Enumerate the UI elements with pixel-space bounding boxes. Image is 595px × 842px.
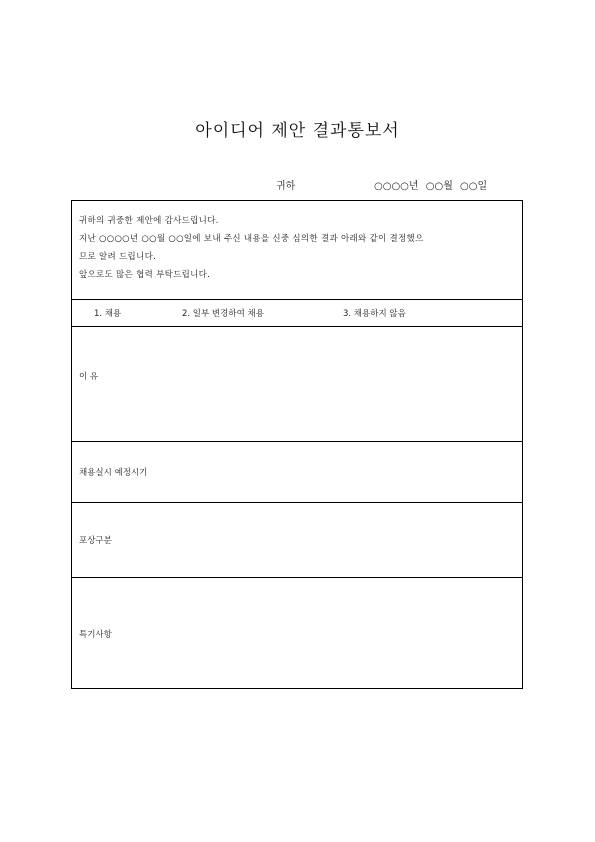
option-partial-adopt[interactable]: 2. 일부 변경하여 채용 [182, 309, 264, 319]
reward-label: 포상구분 [79, 536, 112, 546]
document-title: 아이디어 제안 결과통보서 [195, 121, 400, 141]
schedule-label: 채용실시 예정시기 [79, 468, 148, 478]
addressee-label: 귀하 [276, 181, 296, 192]
reason-field[interactable] [72, 326, 522, 441]
reason-label: 이 유 [79, 372, 99, 382]
intro-section [72, 201, 522, 299]
intro-line: 지난 ○○○○년 ○○월 ○○일에 보내 주신 내용을 신중 심의한 결과 아래와 같이 결정했으 [79, 234, 424, 244]
decision-options-row [72, 299, 522, 326]
reward-field[interactable] [72, 502, 522, 577]
intro-line: 귀하의 귀중한 제안에 감사드립니다. [79, 216, 219, 226]
result-form [71, 200, 523, 689]
notes-field[interactable] [72, 577, 522, 690]
schedule-field[interactable] [72, 441, 522, 502]
intro-line: 므로 알려 드립니다. [79, 252, 157, 262]
option-reject[interactable]: 3. 채용하지 않음 [343, 309, 406, 319]
option-adopt[interactable]: 1. 채용 [94, 309, 122, 319]
date-label: ○○○○년 ○○월 ○○일 [374, 181, 488, 192]
notes-label: 특기사항 [79, 630, 112, 640]
intro-line: 앞으로도 많은 협력 부탁드립니다. [79, 270, 211, 280]
